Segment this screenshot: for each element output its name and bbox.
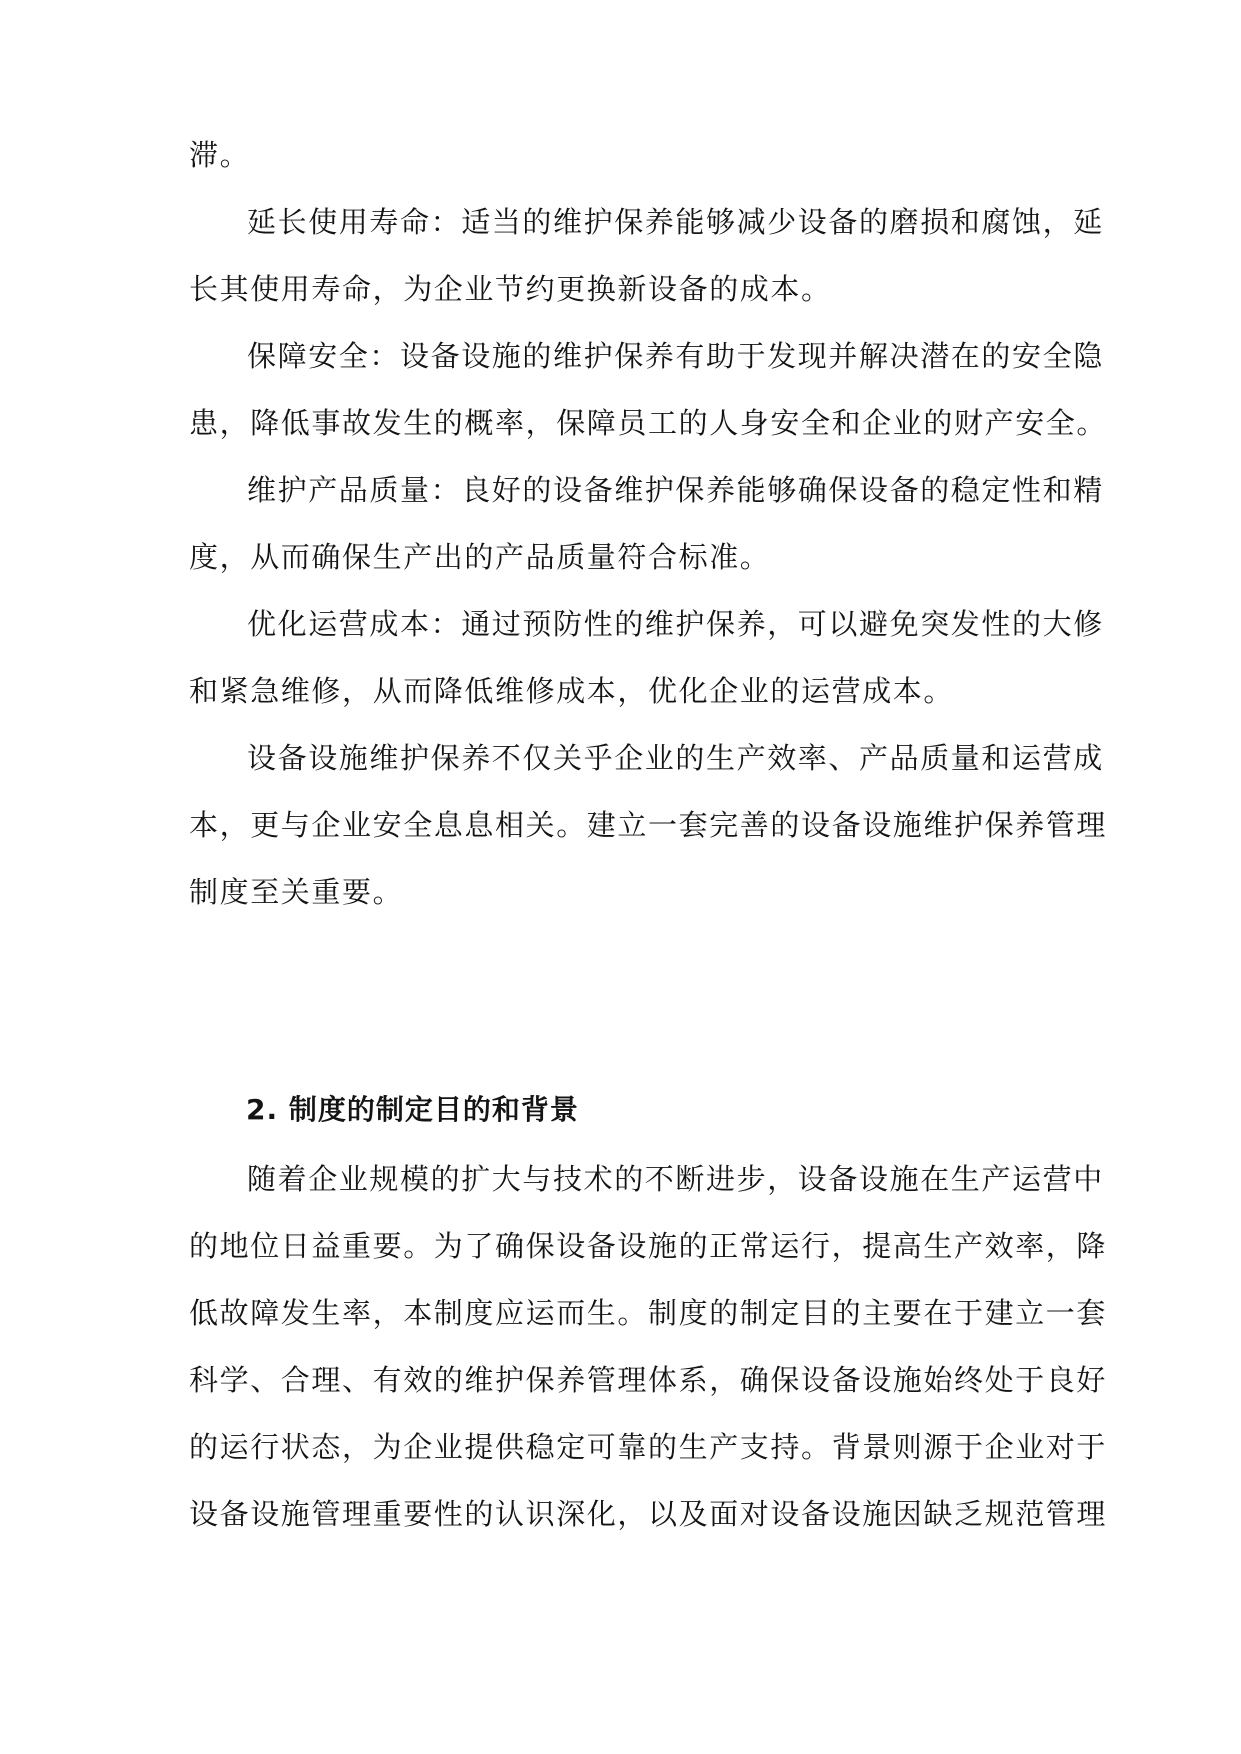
paragraph-line: 制度至关重要。 — [189, 875, 404, 909]
paragraph-line: 优化运营成本：通过预防性的维护保养，可以避免突发性的大修 — [247, 607, 1104, 641]
paragraph-line: 随着企业规模的扩大与技术的不断进步，设备设施在生产运营中 — [247, 1162, 1104, 1196]
paragraph-line: 保障安全：设备设施的维护保养有助于发现并解决潜在的安全隐 — [247, 339, 1104, 373]
paragraph-line: 延长使用寿命：适当的维护保养能够减少设备的磨损和腐蚀，延 — [247, 205, 1104, 239]
paragraph-line: 患，降低事故发生的概率，保障员工的人身安全和企业的财产安全。 — [189, 406, 1108, 440]
paragraph-line: 低故障发生率，本制度应运而生。制度的制定目的主要在于建立一套 — [189, 1296, 1108, 1330]
paragraph-line: 维护产品质量：良好的设备维护保养能够确保设备的稳定性和精 — [247, 473, 1104, 507]
paragraph-line: 科学、合理、有效的维护保养管理体系，确保设备设施始终处于良好 — [189, 1363, 1108, 1397]
paragraph-line: 和紧急维修，从而降低维修成本，优化企业的运营成本。 — [189, 674, 955, 708]
section-heading: 2. 制度的制定目的和背景 — [246, 1093, 579, 1126]
paragraph-line: 本，更与企业安全息息相关。建立一套完善的设备设施维护保养管理 — [189, 808, 1108, 842]
paragraph-line: 的地位日益重要。为了确保设备设施的正常运行，提高生产效率，降 — [189, 1229, 1108, 1263]
paragraph-line: 滞。 — [189, 138, 251, 172]
paragraph-line: 的运行状态，为企业提供稳定可靠的生产支持。背景则源于企业对于 — [189, 1430, 1108, 1464]
paragraph-line: 度，从而确保生产出的产品质量符合标准。 — [189, 540, 771, 574]
paragraph-line: 长其使用寿命，为企业节约更换新设备的成本。 — [189, 272, 832, 306]
paragraph-line: 设备设施维护保养不仅关乎企业的生产效率、产品质量和运营成 — [247, 741, 1104, 775]
paragraph-line: 设备设施管理重要性的认识深化，以及面对设备设施因缺乏规范管理 — [189, 1497, 1108, 1531]
